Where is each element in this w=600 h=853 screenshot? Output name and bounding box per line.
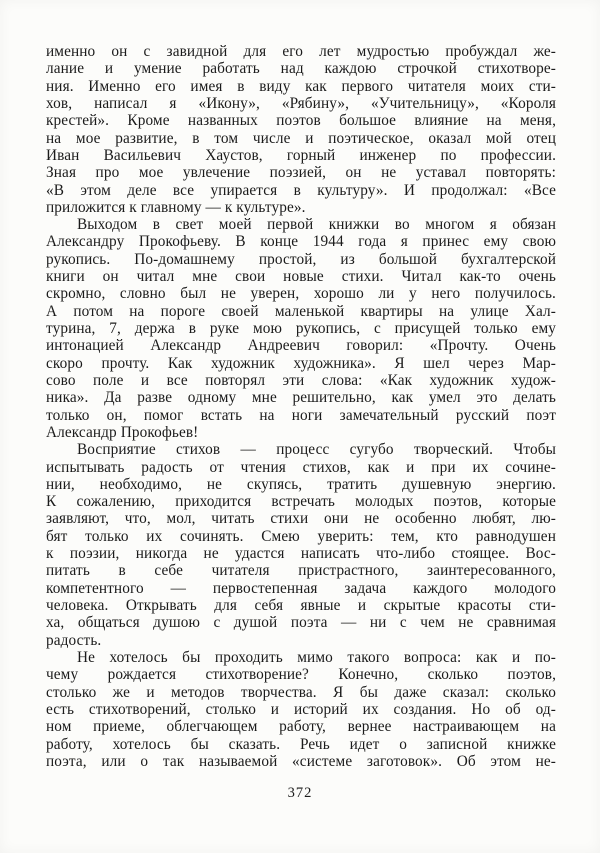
text-line: рукопись. По-домашнему простой, из большой бухгалтерской	[46, 250, 556, 268]
text-line: ника». Да разве одному мне решительно, как умел это делать	[46, 389, 556, 407]
text-line: сово поле и все повторял эти слова: «Как художник худож-	[46, 371, 556, 389]
text-line: есть стихотворений, столько и историй их создания. Но об од-	[46, 700, 556, 718]
page-number: 372	[287, 785, 313, 801]
text-line: Александру Прокофьеву. В конце 1944 года я принес ему свою	[46, 233, 556, 251]
text-line: книги он читал мне свои новые стихи. Читал как-то очень	[46, 268, 556, 286]
text-line: чему рождается стихотворение? Конечно, сколько поэтов,	[46, 666, 556, 684]
text-line: работу, хотелось бы сказать. Речь идет о записной книжке	[46, 735, 556, 753]
text-line: поэта, или о так называемой «системе заготовок». Об этом не-	[46, 752, 556, 770]
text-line: на мое развитие, в том числе и поэтическое, оказал мой отец	[46, 129, 556, 147]
text-line: Александр Прокофьев!	[46, 423, 199, 441]
text-line: Восприятие стихов — процесс сугубо творческий. Чтобы	[77, 441, 556, 459]
text-line: к поэзии, никогда не удастся написать что-либо стоящее. Вос-	[46, 545, 556, 563]
text-line: турина, 7, держа в руке мою рукопись, с присущей только ему	[46, 320, 556, 337]
text-line: Зная про мое увлечение поэзией, он не уставал повторять:	[46, 164, 556, 182]
paragraph	[46, 43, 556, 216]
text-line: К сожалению, приходится встречать молодых поэтов, которые	[46, 493, 556, 511]
paragraph	[46, 649, 556, 770]
text-line: скоро прочту. Как художник художника». Я шел через Мар-	[46, 354, 556, 372]
paragraph	[46, 441, 556, 649]
text-line: приложится к главному — к культуре».	[46, 198, 306, 216]
text-line: столько же и методов творчества. Я бы даже сказал: сколько	[46, 683, 556, 701]
text-line: лание и умение работать над каждою строчкой стихотворе-	[46, 60, 556, 78]
text-line: «В этом деле все упирается в культуру». И продолжал: «Все	[46, 181, 556, 199]
text-line: Выходом в свет моей первой книжки во многом я обязан	[77, 216, 556, 234]
text-line: Не хотелось бы проходить мимо такого вопроса: как и по-	[77, 648, 556, 666]
text-line: ха, общаться душою с душой поэта — ни с чем не сравнимая	[46, 614, 556, 632]
text-line: А потом на пороге своей маленькой квартиры на улице Хал-	[46, 302, 556, 320]
text-line: нии, необходимо, не скупясь, тратить душевную энергию.	[46, 475, 556, 493]
text-line: крестей». Кроме названных поэтов большое влияние на меня,	[46, 112, 556, 130]
text-line: испытывать радость от чтения стихов, как и при их сочине-	[46, 458, 556, 476]
text-line: бят только их сочинять. Смею уверить: тем, кто равнодушен	[46, 527, 556, 545]
text-line: питать в себе читателя пристрастного, заинтересованного,	[46, 562, 556, 580]
text-line: заявляют, что, мол, читать стихи они не особенно любят, лю-	[46, 510, 556, 528]
text-line: ния. Именно его имея в виду как первого читателя моих сти-	[46, 77, 556, 95]
text-line: Иван Васильевич Хаустов, горный инженер по профессии.	[46, 146, 556, 164]
text-line: именно он с завидной для его лет мудростью пробуждал же-	[46, 43, 556, 60]
text-line: радость.	[46, 631, 102, 649]
text-line: интонацией Александр Андреевич говорил: «Прочту. Очень	[46, 337, 556, 355]
text-line: человека. Открывать для себя явные и скрытые красоты сти-	[46, 597, 556, 614]
text-line: компетентного — первостепенная задача каждого молодого	[46, 579, 556, 597]
text-line: хов, написал я «Икону», «Рябину», «Учительницу», «Короля	[46, 94, 556, 112]
text-line: ном приеме, облегчающем работу, вернее настраивающем на	[46, 718, 556, 736]
paragraph	[46, 216, 556, 441]
text-block	[46, 43, 556, 770]
text-line: скромно, словно был не уверен, хорошо ли у него получилось.	[46, 285, 556, 303]
text-line: только он, помог встать на ноги замечательный русский поэт	[46, 406, 556, 424]
